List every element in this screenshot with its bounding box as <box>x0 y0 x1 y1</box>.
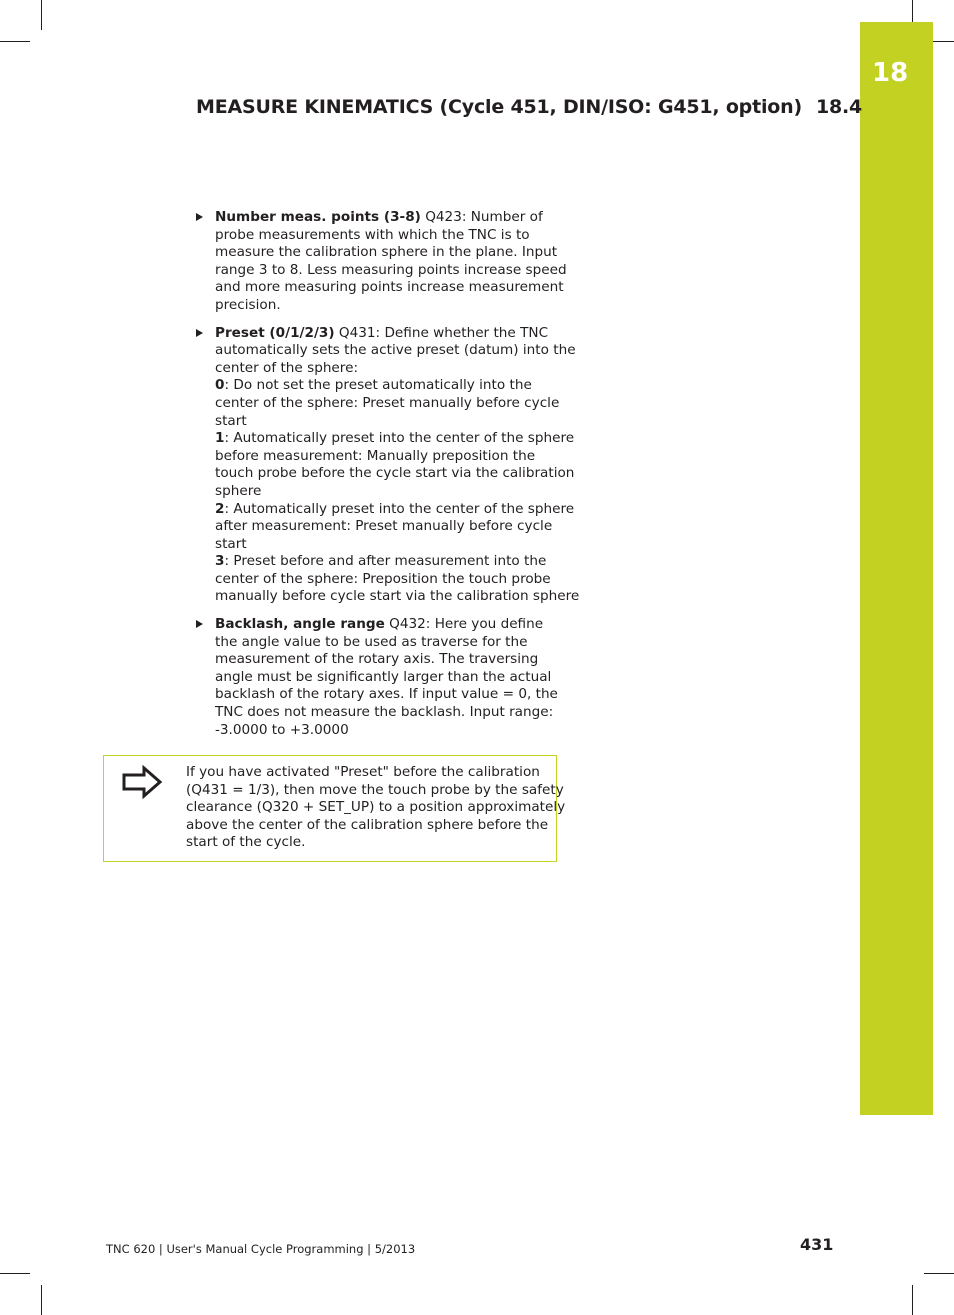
option-text: touch probe before the cycle start via the calibration <box>215 465 575 482</box>
note-line: (Q431 = 1/3), then move the touch probe by the safety <box>186 781 564 798</box>
page-header <box>196 96 862 118</box>
note-line: above the center of the calibration sphere before the <box>186 816 549 833</box>
option-text: center of the sphere: Preposition the touch probe <box>215 570 551 587</box>
item-text: precision. <box>215 296 281 313</box>
parameter-list <box>196 209 580 749</box>
crop-mark <box>0 1273 30 1274</box>
option-text: before measurement: Manually preposition the <box>215 447 536 464</box>
item-text: measurement of the rotary axis. The traversing <box>215 651 539 668</box>
crop-mark <box>912 1285 913 1315</box>
item-text: automatically sets the active preset (datum) into the <box>215 342 576 359</box>
list-item <box>196 209 567 315</box>
option-key: 0 <box>215 377 225 394</box>
item-term: Preset (0/1/2/3) <box>215 324 335 341</box>
item-text: Q432: Here you define <box>384 616 544 633</box>
item-text: probe measurements with which the TNC is to <box>215 226 530 243</box>
item-text: backlash of the rotary axes. If input value = 0, the <box>215 686 558 703</box>
item-text: center of the sphere: <box>215 359 359 376</box>
note-line: If you have activated "Preset" before the calibration <box>186 764 540 780</box>
header-section: 18.4 <box>815 96 863 118</box>
footer-title: TNC 620 | User's Manual Cycle Programming | 5/2013 <box>106 1242 416 1256</box>
crop-mark <box>924 1273 954 1274</box>
option-line <box>215 500 575 519</box>
item-first-line <box>215 616 558 634</box>
item-term: Backlash, angle range <box>215 616 385 633</box>
item-text: -3.0000 to +3.0000 <box>215 721 349 738</box>
list-item <box>196 324 580 607</box>
item-text: Q423: Number of <box>420 209 543 225</box>
option-key: 2 <box>215 500 225 517</box>
option-line <box>215 377 558 395</box>
page-number: 431 <box>800 1235 834 1254</box>
list-item <box>196 616 558 739</box>
note-line: start of the cycle. <box>186 834 306 851</box>
item-text: the angle value to be used as traverse for the <box>215 633 528 650</box>
option-text: manually before cycle start via the calibration sphere <box>215 588 580 605</box>
item-text: and more measuring points increase measurement <box>215 279 564 296</box>
option-text: : Preset before and after measurement into the <box>224 553 547 570</box>
item-text: measure the calibration sphere in the plane. Input <box>215 244 558 261</box>
item-first-line <box>215 325 558 343</box>
option-line <box>215 430 575 448</box>
note-text <box>186 764 566 852</box>
crop-mark <box>41 0 42 30</box>
option-line <box>215 553 558 571</box>
option-text: start <box>215 412 247 429</box>
option-key: 1 <box>215 430 225 447</box>
bullet-triangle-icon <box>196 213 203 221</box>
arrow-right-icon <box>120 764 164 800</box>
option-key: 3 <box>215 553 225 570</box>
item-first-line <box>215 209 558 227</box>
bullet-triangle-icon <box>196 620 203 628</box>
item-text: Q431: Define whether the TNC <box>334 324 549 341</box>
option-text: : Do not set the preset automatically into the <box>224 377 532 394</box>
option-text: sphere <box>215 482 262 499</box>
chapter-number: 18 <box>872 58 909 88</box>
option-text: : Automatically preset into the center of the sphere <box>224 500 575 517</box>
option-text: : Automatically preset into the center of the sphere <box>224 430 575 447</box>
item-text: range 3 to 8. Less measuring points increase speed <box>215 261 567 278</box>
chapter-tab <box>860 22 933 1115</box>
item-text: TNC does not measure the backlash. Input range: <box>215 704 554 721</box>
header-title: MEASURE KINEMATICS (Cycle 451, DIN/ISO: G451, option) <box>196 96 802 118</box>
crop-mark <box>0 41 30 42</box>
option-text: after measurement: Preset manually before cycle <box>215 518 553 535</box>
note-line: clearance (Q320 + SET_UP) to a position approximately <box>186 799 566 816</box>
option-text: center of the sphere: Preset manually before cycle <box>215 394 560 411</box>
note-box <box>103 755 566 862</box>
item-text: angle must be significantly larger than the actual <box>215 668 552 685</box>
option-text: start <box>215 535 247 552</box>
crop-mark <box>41 1285 42 1315</box>
bullet-triangle-icon <box>196 329 203 337</box>
item-term: Number meas. points (3-8) <box>215 209 421 225</box>
